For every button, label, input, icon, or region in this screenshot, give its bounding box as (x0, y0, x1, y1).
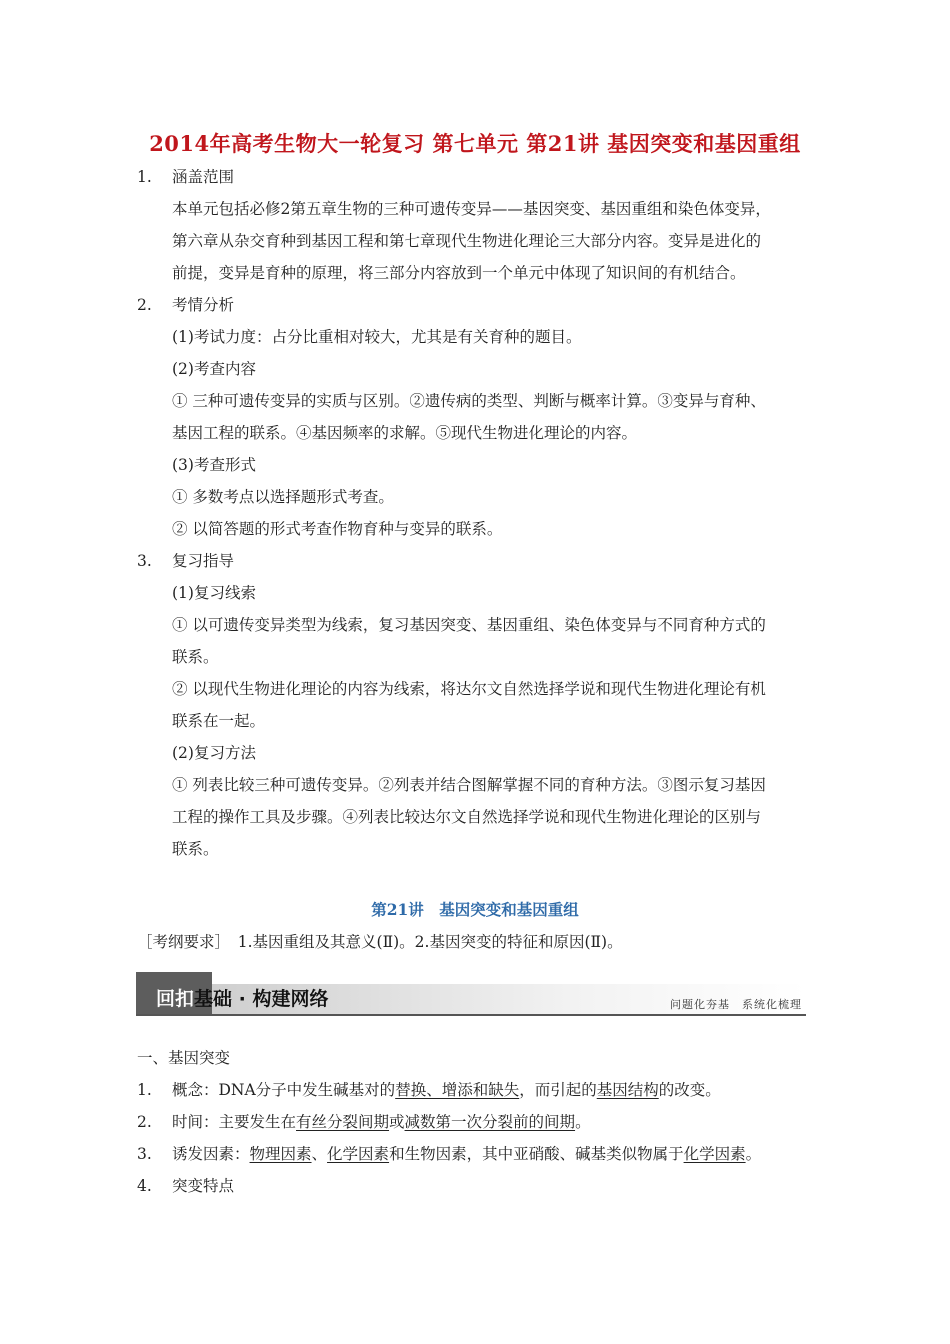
section-3-line: 联系。 (172, 648, 219, 666)
section-2-line: 基因工程的联系。④基因频率的求解。⑤现代生物进化理论的内容。 (172, 424, 638, 442)
section-2-line: ① 三种可遗传变异的实质与区别。②遗传病的类型、判断与概率计算。③变异与育种、 (172, 392, 766, 410)
item-4-text: 突变特点 (172, 1177, 235, 1195)
section-2-line: (2)考查内容 (172, 360, 256, 378)
section-3-line: 工程的操作工具及步骤。④列表比较达尔文自然选择学说和现代生物进化理论的区别与 (172, 808, 762, 826)
section-1-heading: 涵盖范围 (172, 168, 235, 186)
section-3-line: 联系在一起。 (172, 712, 266, 730)
item-4-number: 4. (137, 1177, 152, 1195)
section-2-number: 2. (137, 296, 152, 314)
section-2-line: (1)考试力度：占分比重相对较大，尤其是有关育种的题目。 (172, 328, 582, 346)
item-1-answer-2: 基因结构 (596, 1081, 659, 1099)
section-3-line: ② 以现代生物进化理论的内容为线索，将达尔文自然选择学说和现代生物进化理论有机 (172, 680, 766, 698)
section-2-line: (3)考查形式 (172, 456, 256, 474)
part-1-heading: 一、基因突变 (137, 1049, 231, 1067)
item-3-answer-2: 化学因素 (327, 1145, 390, 1163)
item-2-text-a: 时间：主要发生在 (172, 1113, 297, 1131)
item-1-text (172, 1080, 721, 1100)
item-3-text-c: 、 (311, 1145, 328, 1163)
section-3-line: 联系。 (172, 840, 219, 858)
section-3-line: ① 列表比较三种可遗传变异。②列表并结合图解掌握不同的育种方法。③图示复习基因 (172, 776, 766, 794)
item-3-text-e: 和生物因素，其中亚硝酸、碱基类似物属于 (389, 1145, 684, 1163)
section-1-text-line: 第六章从杂交育种到基因工程和第七章现代生物进化理论三大部分内容。变异是进化的 (172, 232, 762, 250)
banner-title-part-c: 构建网络 (252, 988, 329, 1010)
lecture-title: 第21讲 基因突变和基因重组 (371, 900, 579, 919)
item-3-text (172, 1144, 761, 1164)
item-2-answer-1: 有丝分裂间期 (296, 1113, 390, 1131)
section-1-text-line: 前提，变异是育种的原理，将三部分内容放到一个单元中体现了知识间的有机结合。 (172, 264, 746, 282)
section-2-line: ② 以简答题的形式考查作物育种与变异的联系。 (172, 520, 503, 538)
banner-title-dot: · (232, 988, 253, 1010)
item-2-answer-2: 减数第一次分裂前的间期 (404, 1113, 576, 1131)
section-3-line: (1)复习线索 (172, 584, 256, 602)
item-3-answer-3: 化学因素 (683, 1145, 746, 1163)
item-3-number: 3. (137, 1145, 152, 1163)
section-2-line: ① 多数考点以选择题形式考查。 (172, 488, 394, 506)
item-2-number: 2. (137, 1113, 152, 1131)
syllabus-requirements: ［考纲要求］ 1.基因重组及其意义(Ⅱ)。2.基因突变的特征和原因(Ⅱ)。 (137, 933, 623, 951)
section-3-line: (2)复习方法 (172, 744, 256, 762)
item-2-text-c: 或 (389, 1113, 405, 1131)
item-3-answer-1: 物理因素 (249, 1145, 312, 1163)
section-3-line: ① 以可遗传变异类型为线索，复习基因突变、基因重组、染色体变异与不同育种方式的 (172, 616, 766, 634)
item-3-text-a: 诱发因素： (172, 1145, 250, 1163)
section-2-heading: 考情分析 (172, 296, 235, 314)
section-1-text-line: 本单元包括必修2第五章生物的三种可遗传变异——基因突变、基因重组和染色体变异， (172, 200, 771, 218)
banner-title (156, 984, 329, 1011)
banner-rule (136, 1014, 806, 1016)
section-3-number: 3. (137, 552, 152, 570)
item-2-text-e: 。 (575, 1113, 591, 1131)
item-1-text-a: 概念：DNA分子中发生碱基对的 (172, 1081, 396, 1099)
item-1-answer-1: 替换、增添和缺失 (395, 1081, 520, 1099)
document-title: 2014年高考生物大一轮复习 第七单元 第21讲 基因突变和基因重组 (149, 131, 801, 156)
item-1-text-e: 的改变。 (658, 1081, 721, 1099)
item-1-text-c: ，而引起的 (519, 1081, 597, 1099)
banner-subtitle: 问题化夯基 系统化梳理 (670, 998, 802, 1011)
section-banner (136, 972, 806, 1016)
item-1-number: 1. (137, 1081, 152, 1099)
banner-title-part-a: 回扣 (156, 988, 195, 1010)
item-2-text (172, 1112, 591, 1132)
section-3-heading: 复习指导 (172, 552, 235, 570)
section-1-number: 1. (137, 168, 152, 186)
banner-title-part-b: 基础 (194, 988, 233, 1010)
item-3-text-g: 。 (745, 1145, 762, 1163)
